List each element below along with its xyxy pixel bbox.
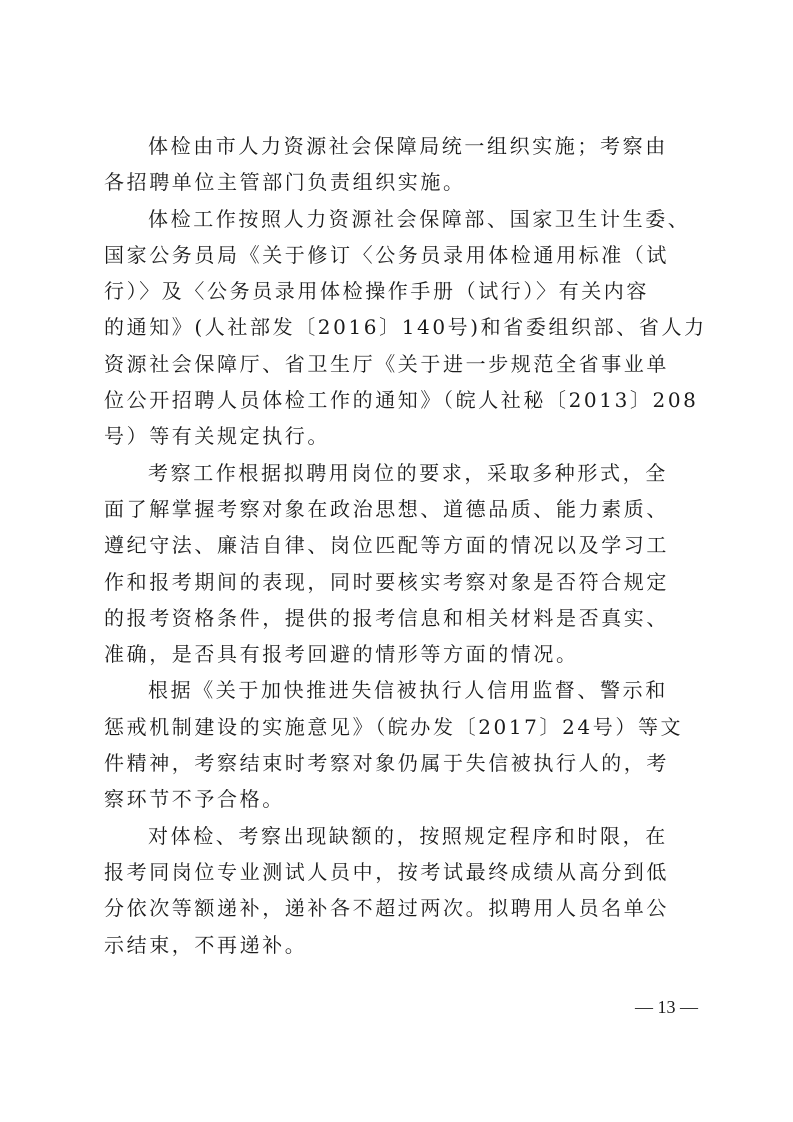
- text-line: 察环节不予合格。: [104, 787, 285, 812]
- text-line: 对体检、考察出现缺额的，按照规定程序和时限，在: [148, 823, 668, 848]
- text-line: 遵纪守法、廉洁自律、岗位匹配等方面的情况以及学习工: [104, 533, 669, 558]
- text-line: 号）等有关规定执行。: [104, 424, 330, 449]
- page-number: — 13 —: [635, 997, 698, 1017]
- body-text: [104, 128, 707, 963]
- text-line: 面了解掌握考察对象在政治思想、道德品质、能力素质、: [104, 496, 669, 521]
- paragraph-3: [104, 455, 696, 673]
- text-line: 分依次等额递补，递补各不超过两次。拟聘用人员名单公: [104, 896, 669, 921]
- text-line: 件精神，考察结束时考察对象仍属于失信被执行人的，考: [104, 751, 669, 776]
- text-line: 体检工作按照人力资源社会保障部、国家卫生计生委、: [148, 206, 691, 231]
- text-line: 惩戒机制建设的实施意见》（皖办发〔2017〕24号）等文: [104, 714, 684, 739]
- text-line: 根据《关于加快推进失信被执行人信用监督、警示和: [148, 678, 668, 703]
- text-line: 资源社会保障厅、省卫生厅《关于进一步规范全省事业单: [104, 351, 669, 376]
- text-line: 准确，是否具有报考回避的情形等方面的情况。: [104, 642, 579, 667]
- text-line: 的报考资格条件，提供的报考信息和相关材料是否真实、: [104, 605, 669, 630]
- text-line: 各招聘单位主管部门负责组织实施。: [104, 170, 466, 195]
- text-line: 报考同岗位专业测试人员中，按考试最终成绩从高分到低: [104, 859, 669, 884]
- paragraph-2: [104, 201, 707, 455]
- text-line: 行）〉及〈公务员录用体检操作手册（试行）〉有关内容: [104, 279, 649, 304]
- text-line: 国家公务员局《关于修订〈公务员录用体检通用标准（试: [104, 242, 669, 267]
- text-line: 的通知》(人社部发〔2016〕140号)和省委组织部、省人力: [104, 315, 707, 340]
- paragraph-1: [104, 128, 696, 201]
- text-line: 作和报考期间的表现，同时要核实考察对象是否符合规定: [104, 569, 669, 594]
- paragraph-4: [104, 672, 696, 817]
- text-line: 示结束，不再递补。: [104, 932, 308, 957]
- text-line: 体检由市人力资源社会保障局统一组织实施；考察由: [148, 134, 668, 158]
- paragraph-5: [104, 818, 696, 963]
- text-line: 位公开招聘人员体检工作的通知》（皖人社秘〔2013〕208: [104, 388, 699, 413]
- text-line: 考察工作根据拟聘用岗位的要求，采取多种形式，全: [148, 460, 668, 485]
